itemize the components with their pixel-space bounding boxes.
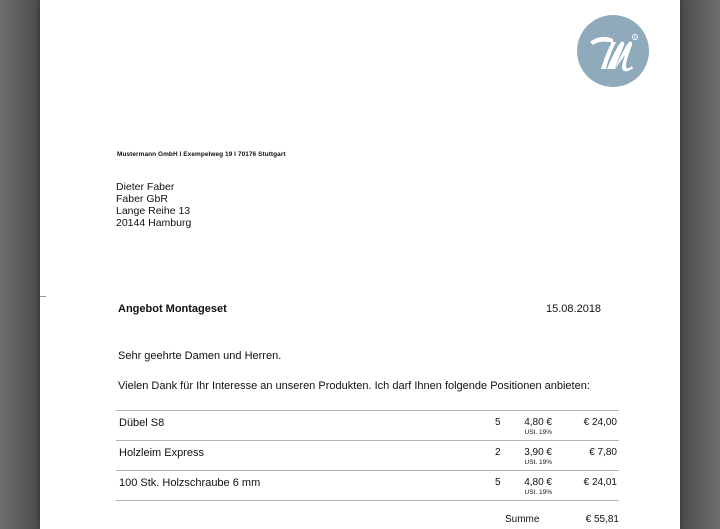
item-total: € 24,00 [583, 417, 617, 428]
document-page [40, 0, 680, 529]
document-subject: Angebot Montageset [118, 303, 227, 315]
item-total: € 7,80 [589, 447, 617, 458]
item-name: Holzleim Express [119, 447, 204, 459]
item-unit-price: 4,80 € [524, 417, 552, 428]
sum-value: € 55,81 [585, 514, 619, 525]
fold-mark [40, 296, 46, 297]
table-row [116, 441, 619, 471]
item-name: 100 Stk. Holzschraube 6 mm [119, 477, 261, 489]
recipient-line: Lange Reihe 13 [116, 205, 191, 217]
m-script-logo-icon [577, 15, 649, 87]
viewer-background-right [680, 0, 720, 529]
recipient-line: Dieter Faber [116, 181, 175, 193]
item-tax: USt. 19% [524, 459, 552, 466]
item-unit-price: 3,90 € [524, 447, 552, 458]
sum-label: Summe [505, 514, 540, 525]
recipient-address [116, 181, 191, 229]
item-quantity: 5 [495, 477, 501, 488]
item-total: € 24,01 [583, 477, 617, 488]
recipient-line: Faber GbR [116, 193, 168, 205]
item-tax: USt. 19% [524, 429, 552, 436]
items-table [116, 410, 619, 501]
salutation: Sehr geehrte Damen und Herren. [118, 350, 282, 362]
item-name: Dübel S8 [119, 417, 165, 429]
recipient-line: 20144 Hamburg [116, 217, 192, 229]
item-tax: USt. 19% [524, 489, 552, 496]
svg-text:R: R [633, 35, 637, 40]
sender-address-line: Mustermann GmbH I Exempelweg 19 I 70176 Stuttgart [117, 151, 286, 158]
table-row [116, 411, 619, 441]
table-row [116, 471, 619, 501]
viewer-background-left [0, 0, 40, 529]
intro-text: Vielen Dank für Ihr Interesse an unseren Produkten. Ich darf Ihnen folgende Positionen anbieten: [118, 380, 590, 392]
item-quantity: 2 [495, 447, 501, 458]
item-quantity: 5 [495, 417, 501, 428]
item-unit-price: 4,80 € [524, 477, 552, 488]
document-date: 15.08.2018 [546, 303, 602, 315]
